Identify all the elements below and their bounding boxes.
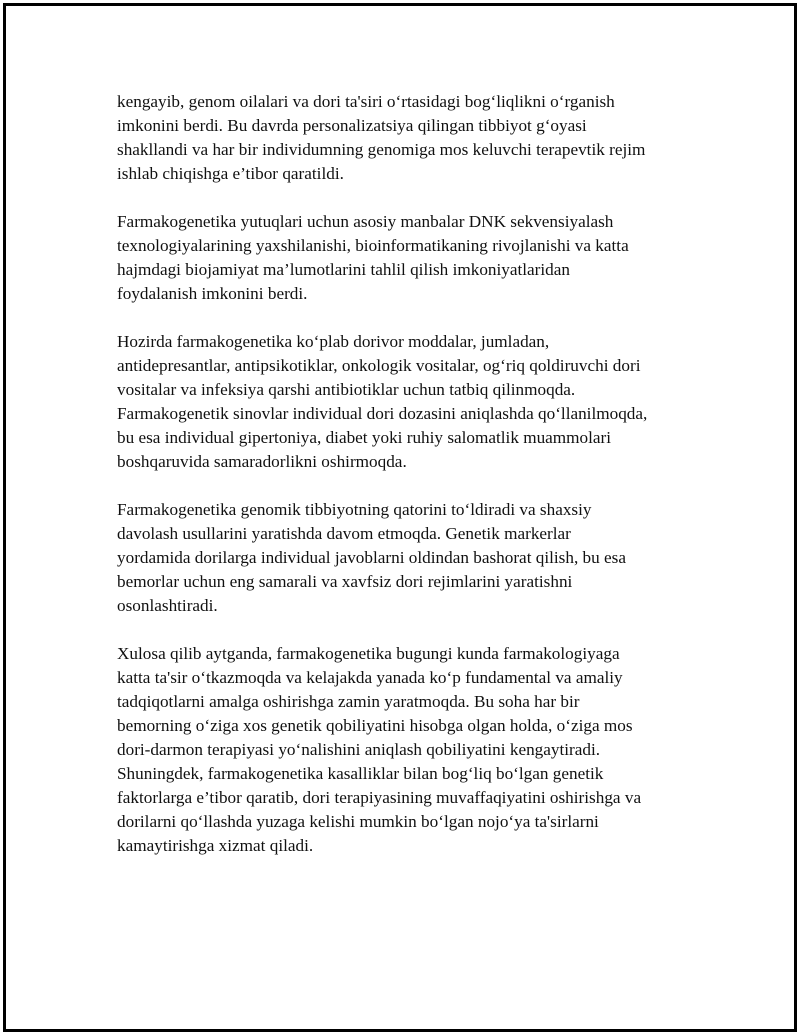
text-line: osonlashtiradi.: [117, 596, 218, 615]
text-line: faktorlarga e’tibor qaratib, dori terapiyasining muvaffaqiyatini oshirishga va: [117, 788, 642, 807]
document-body: [117, 90, 697, 882]
paragraph-2: [117, 210, 697, 306]
text-line: Xulosa qilib aytganda, farmakogenetika bugungi kunda farmakologiyaga: [117, 644, 620, 663]
text-line: kamaytirishga xizmat qiladi.: [117, 836, 314, 855]
text-line: imkonini berdi. Bu davrda personalizatsiya qilingan tibbiyot g‘oyasi: [117, 116, 587, 135]
text-line: dorilarni qo‘llashda yuzaga kelishi mumkin bo‘lgan nojo‘ya ta'sirlarni: [117, 812, 599, 831]
text-line: Farmakogenetik sinovlar individual dori dozasini aniqlashda qo‘llanilmoqda,: [117, 404, 648, 423]
text-line: vositalar va infeksiya qarshi antibiotiklar uchun tatbiq qilinmoqda.: [117, 380, 576, 399]
text-line: Hozirda farmakogenetika ko‘plab dorivor moddalar, jumladan,: [117, 332, 550, 351]
text-line: davolash usullarini yaratishda davom etmoqda. Genetik markerlar: [117, 524, 571, 543]
text-line: Farmakogenetika yutuqlari uchun asosiy manbalar DNK sekvensiyalash: [117, 212, 614, 231]
text-line: Shuningdek, farmakogenetika kasalliklar bilan bog‘liq bo‘lgan genetik: [117, 764, 604, 783]
text-line: Farmakogenetika genomik tibbiyotning qatorini to‘ldiradi va shaxsiy: [117, 500, 592, 519]
text-line: antidepresantlar, antipsikotiklar, onkologik vositalar, og‘riq qoldiruvchi dori: [117, 356, 641, 375]
text-line: dori-darmon terapiyasi yo‘nalishini aniqlash qobiliyatini kengaytiradi.: [117, 740, 601, 759]
paragraph-1: [117, 90, 697, 186]
paragraph-3: [117, 330, 697, 474]
text-line: hajmdagi biojamiyat ma’lumotlarini tahlil qilish imkoniyatlaridan: [117, 260, 570, 279]
text-line: foydalanish imkonini berdi.: [117, 284, 308, 303]
text-line: bemorlar uchun eng samarali va xavfsiz dori rejimlarini yaratishni: [117, 572, 573, 591]
text-line: kengayib, genom oilalari va dori ta'siri o‘rtasidagi bog‘liqlikni o‘rganish: [117, 92, 615, 111]
paragraph-5: [117, 642, 697, 858]
text-line: shakllandi va har bir individumning genomiga mos keluvchi terapevtik rejim: [117, 140, 646, 159]
text-line: bu esa individual gipertoniya, diabet yoki ruhiy salomatlik muammolari: [117, 428, 612, 447]
text-line: bemorning o‘ziga xos genetik qobiliyatini hisobga olgan holda, o‘ziga mos: [117, 716, 633, 735]
text-line: yordamida dorilarga individual javoblarni oldindan bashorat qilish, bu esa: [117, 548, 626, 567]
text-line: texnologiyalarining yaxshilanishi, bioinformatikaning rivojlanishi va katta: [117, 236, 629, 255]
text-line: boshqaruvida samaradorlikni oshirmoqda.: [117, 452, 407, 471]
text-line: ishlab chiqishga e’tibor qaratildi.: [117, 164, 344, 183]
text-line: katta ta'sir o‘tkazmoqda va kelajakda yanada ko‘p fundamental va amaliy: [117, 668, 623, 687]
text-line: tadqiqotlarni amalga oshirishga zamin yaratmoqda. Bu soha har bir: [117, 692, 580, 711]
paragraph-4: [117, 498, 697, 618]
